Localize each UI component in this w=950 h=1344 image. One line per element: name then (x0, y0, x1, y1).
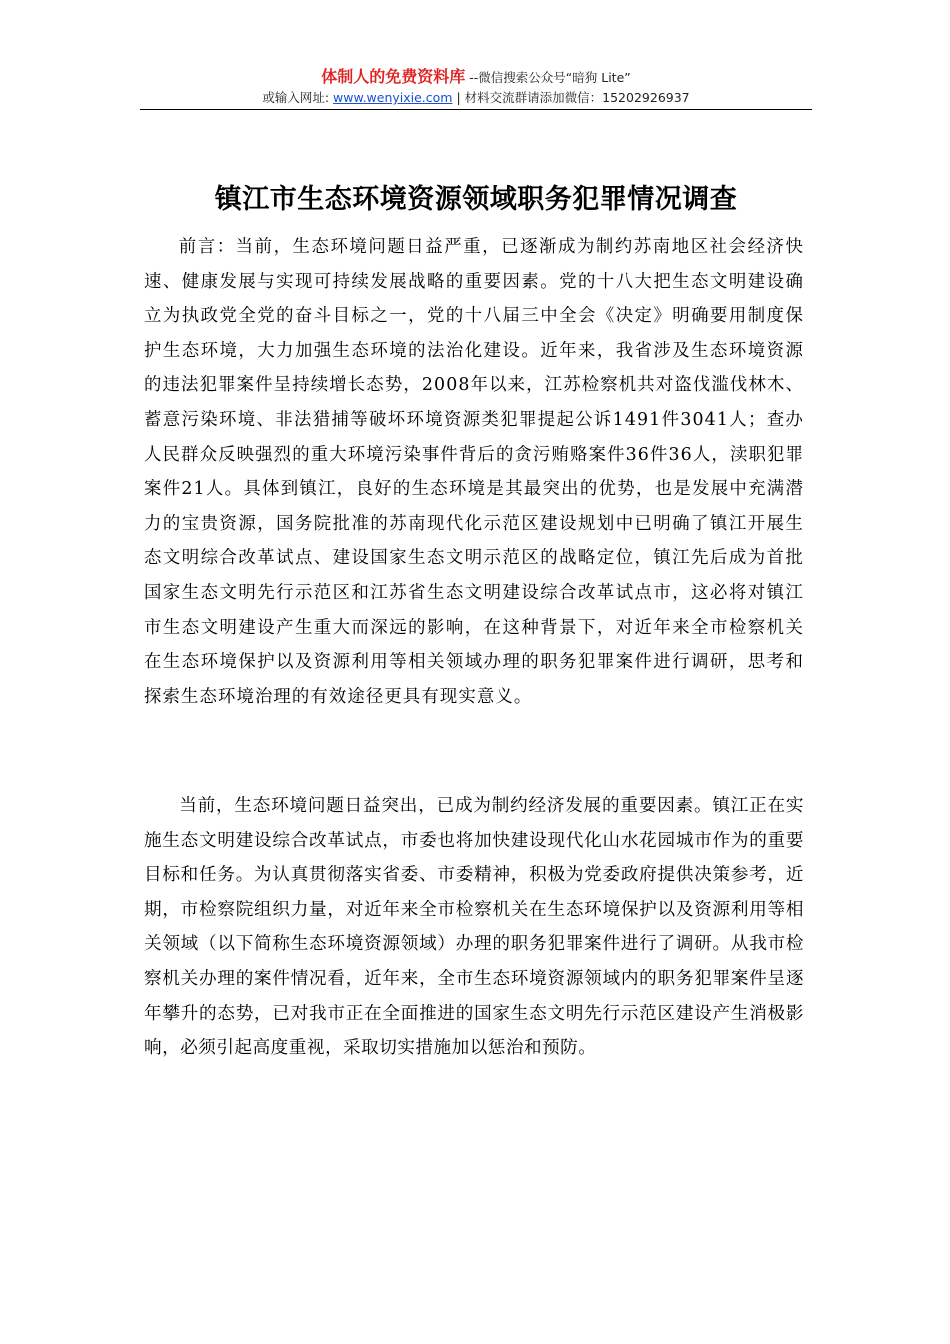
paragraph-preface: 前言：当前，生态环境问题日益严重，已逐渐成为制约苏南地区社会经济快速、健康发展与实现可持续发展战略的重要因素。党的十八大把生态文明建设确立为执政党全党的奋斗目标之一，党的十八届三中全会《决定》明确要用制度保护生态环境，大力加强生态环境的法治化建设。近年来，我省涉及生态环境资源的违法犯罪案件呈持续增长态势，2008年以来，江苏检察机共对盗伐滥伐林木、蓄意污染环境、非法猎捕等破坏环境资源类犯罪提起公诉1491件3041人；查办人民群众反映强烈的重大环境污染事件背后的贪污贿赂案件36件36人，渎职犯罪案件21人。具体到镇江，良好的生态环境是其最突出的优势，也是发展中充满潜力的宝贵资源，国务院批准的苏南现代化示范区建设规划中已明确了镇江开展生态文明综合改革试点、建设国家生态文明示范区的战略定位，镇江先后成为首批国家生态文明先行示范区和江苏省生态文明建设综合改革试点市，这必将对镇江市生态文明建设产生重大而深远的影响，在这种背景下，对近年来全市检察机关在生态环境保护以及资源利用等相关领域办理的职务犯罪案件进行调研，思考和探索生态环境治理的有效途径更具有现实意义。 (144, 237, 804, 707)
header-brand-suffix: --微信搜索公众号“暗狗 Lite” (465, 70, 631, 85)
header-promo-line (140, 66, 812, 89)
header-url-prefix: 或输入网址: (262, 90, 334, 105)
header-brand: 体制人的免费资料库 (321, 67, 466, 86)
document-title: 镇江市生态环境资源领域职务犯罪情况调查 (214, 184, 738, 215)
header-url-line (140, 89, 812, 107)
header-url-suffix: | 材料交流群请添加微信：15202926937 (452, 90, 690, 105)
paragraph-body: 当前，生态环境问题日益突出，已成为制约经济发展的重要因素。镇江正在实施生态文明建设综合改革试点，市委也将加快建设现代化山水花园城市作为的重要目标和任务。为认真贯彻落实省委、市委精神，积极为党委政府提供决策参考，近期，市检察院组织力量，对近年来全市检察机关在生态环境保护以及资源利用等相关领域（以下简称生态环境资源领域）办理的职务犯罪案件进行了调研。从我市检察机关办理的案件情况看，近年来，全市生态环境资源领域内的职务犯罪案件呈逐年攀升的态势，已对我市正在全面推进的国家生态文明先行示范区建设产生消极影响，必须引起高度重视，采取切实措施加以惩治和预防。 (144, 796, 804, 1059)
header-divider (140, 109, 812, 110)
page-header (140, 66, 812, 107)
header-url-link[interactable]: www.wenyixie.com (333, 90, 453, 105)
